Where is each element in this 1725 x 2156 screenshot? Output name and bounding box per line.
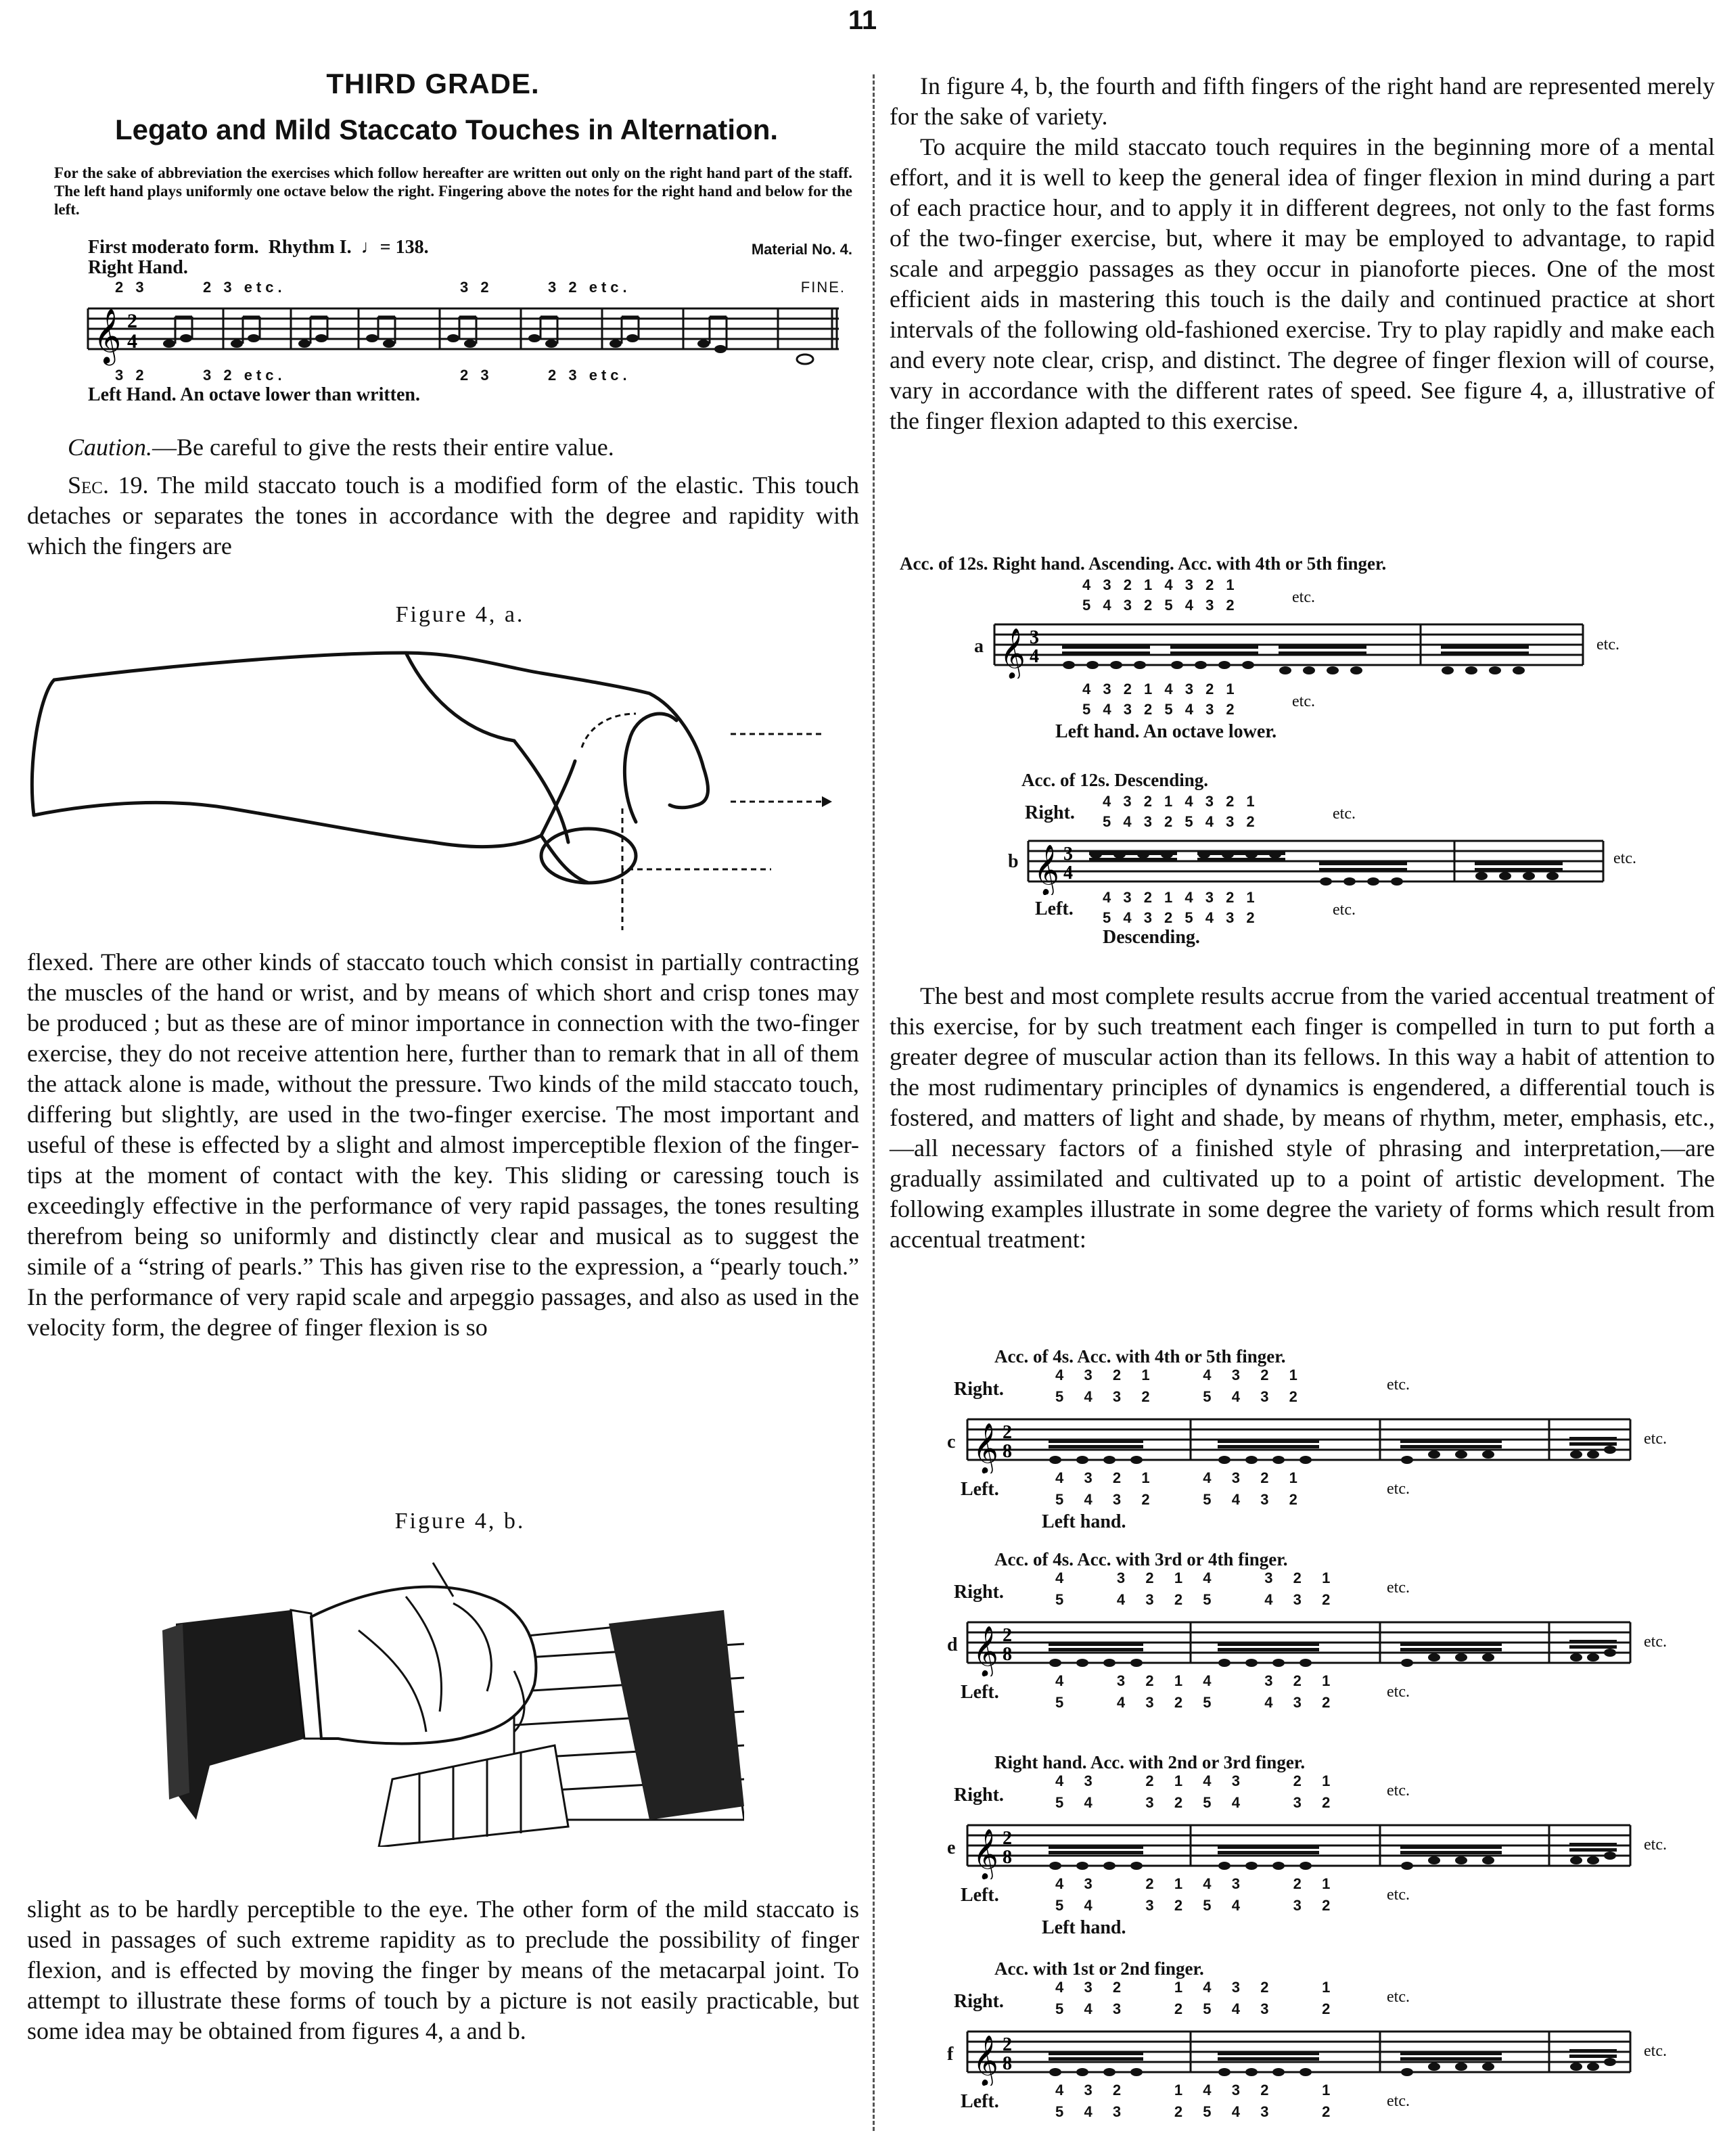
example-letter: d (947, 1634, 958, 1655)
time-sig-top: 2 (1003, 1625, 1012, 1646)
example-left-label: Left. (961, 1479, 999, 1500)
treble-clef-icon: 𝄞 (973, 1423, 998, 1473)
fingering-bottom-2: 3 2 etc. (203, 367, 286, 384)
fingering-top-4: 3 2 etc. (548, 279, 631, 296)
example-left-label: Left. (961, 1885, 999, 1906)
example-top1: 4 3 2 1 4 3 2 1 (1055, 1979, 1335, 1996)
example-etc-bottom: etc. (1387, 2092, 1410, 2110)
example-etc-bottom: etc. (1387, 1886, 1410, 1904)
example-b-top2: 5 4 3 2 5 4 3 2 (1103, 813, 1259, 830)
example-a-etc: etc. (1596, 636, 1619, 653)
example-bot2: 5 4 3 2 5 4 3 2 (1055, 1897, 1335, 1914)
fingering-bottom-1: 3 2 (115, 367, 148, 384)
caution-label: Caution. (68, 434, 153, 461)
example-etc-bottom: etc. (1387, 1683, 1410, 1701)
example-b-bot2: 5 4 3 2 5 4 3 2 (1103, 909, 1259, 926)
right-hand-label: Right Hand. (88, 257, 188, 278)
example-b-etc-bottom: etc. (1333, 901, 1356, 919)
example-a-staff (988, 618, 1596, 679)
example-right-label: Right. (954, 1582, 1004, 1603)
note-icon: ♩ (361, 237, 380, 258)
example-bot2: 5 4 3 2 5 4 3 2 (1055, 2103, 1335, 2120)
example-a-top2: 5 4 3 2 5 4 3 2 (1082, 597, 1239, 614)
treble-clef-icon: 𝄞 (1000, 628, 1026, 679)
time-sig-top: 2 (1003, 2034, 1012, 2055)
example-b-bot1: 4 3 2 1 4 3 2 1 (1103, 889, 1259, 906)
example-b-right: Right. (1025, 802, 1075, 823)
material-label: Material No. 4. (751, 241, 852, 258)
treble-clef-icon: 𝄞 (1034, 845, 1059, 895)
example-etc-top: etc. (1387, 1782, 1410, 1799)
time-sig-bottom: 4 (1030, 646, 1039, 667)
example-left-label: Left. (961, 2091, 999, 2112)
example-bot2: 5 4 3 2 5 4 3 2 (1055, 1491, 1302, 1508)
example-foot: Left hand. (1042, 1511, 1126, 1532)
paragraph-mental-effort: To acquire the mild staccato touch requires in the beginning more of a mental effort, and it is well to keep the general idea of finger flexion in mind during a part of each practice hour, and to apply it in different degrees, not only to the fast forms of the two-finger exercise, but, where it may be employed to advantage, to rapid scale and arpeggio passages as they occur in pianoforte pieces. One of the most efficient aids in mastering this touch is the daily and continued practice at short intervals of the following old-fashioned exercise. Try to play rapidly and make each and every note clear, crisp, and distinct. The degree of finger flexion will of course, vary in accordance with the different rates of speed. See figure 4, a, illustrative of the finger flexion adapted to this exercise. (890, 133, 1715, 434)
example-bot1: 4 3 2 1 4 3 2 1 (1055, 1875, 1335, 1892)
time-sig-top: 2 (1003, 1828, 1012, 1849)
paragraph-slight: slight as to be hardly perceptible to the eye. The other form of the mild staccato is used in passages of such extreme rapidity as to preclude the possibility of finger flexion, and is effected by moving the finger by means of the metacarpal joint. To attempt to illustrate these forms of touch by a picture is not easily practicable, but some idea may be obtained from figures 4, a and b. (27, 1896, 859, 2044)
time-sig-bottom: 4 (127, 330, 137, 352)
example-b-heading: Acc. of 12s. Descending. (1021, 770, 1208, 790)
example-a-heading: Acc. of 12s. Right hand. Ascending. Acc. with 4th or 5th finger. (900, 553, 1387, 574)
example-etc: etc. (1644, 1430, 1667, 1448)
example-a-bot2: 5 4 3 2 5 4 3 2 (1082, 701, 1239, 718)
example-block (900, 1549, 1711, 1745)
time-sig-top: 3 (1030, 627, 1039, 648)
example-a (900, 553, 1711, 756)
example-block (900, 1346, 1711, 1542)
example-staff (961, 1818, 1637, 1879)
figure-b-caption: Figure 4, b. (394, 1509, 526, 1534)
example-a-etc-top: etc. (1292, 589, 1315, 606)
paragraph-figure-note: In figure 4, b, the fourth and fifth fingers of the right hand are represented merely for the sake of variety. (890, 72, 1715, 130)
time-sig-bottom: 8 (1003, 1441, 1012, 1462)
time-sig-top: 3 (1063, 844, 1073, 865)
example-a-letter: a (974, 636, 984, 657)
treble-clef-icon: 𝄞 (973, 2036, 998, 2086)
example-letter: e (947, 1837, 956, 1858)
fingering-top-3: 3 2 (460, 279, 493, 296)
fine-label: FINE. (800, 279, 846, 296)
example-right-label: Right. (954, 1991, 1004, 2012)
example-a-etc-bottom: etc. (1292, 693, 1315, 710)
paragraph-best-results: The best and most complete results accrue from the varied accentual treatment of this exercise, for by such treatment each finger is compelled in turn to put forth a greater degree of muscular action than its fellows. In this way a habit of attention to the most rudimentary principles of dynamics is engendered, a differential touch is fostered, and matters of light and shade, by means of rhythm, meter, emphasis, etc.,—all necessary factors of a finished style of phrasing and interpretation,—are gradually assimilated and cultivated up to a point of artistic development. The following examples illustrate in some degree the variety of forms which result from accentual treatment: (890, 982, 1715, 1253)
example-b-staff (1021, 834, 1630, 895)
example-staff (961, 2025, 1637, 2086)
section-19 (27, 470, 859, 561)
figure-a-caption: Figure 4, a. (395, 602, 525, 627)
fingering-bottom-4: 2 3 etc. (548, 367, 631, 384)
treble-clef-icon: 𝄞 (973, 1829, 998, 1879)
time-sig-top: 2 (1003, 1422, 1012, 1443)
example-heading: Right hand. Acc. with 2nd or 3rd finger. (994, 1752, 1306, 1772)
example-heading: Acc. of 4s. Acc. with 4th or 5th finger. (994, 1346, 1286, 1367)
figure-4a-hand-illustration (27, 639, 866, 930)
example-right-label: Right. (954, 1785, 1004, 1806)
sleeve-cuff (162, 1610, 321, 1820)
example-foot: Left hand. (1042, 1917, 1126, 1938)
exercise-moderato (88, 237, 866, 413)
example-staff (961, 1413, 1637, 1473)
example-right-label: Right. (954, 1379, 1004, 1400)
caution-text: —Be careful to give the rests their entire value. (152, 434, 614, 461)
example-etc: etc. (1644, 1836, 1667, 1854)
form-label: First moderato form. (88, 237, 259, 258)
example-b-foot: Descending. (1103, 927, 1200, 948)
example-b-etc: etc. (1613, 850, 1636, 867)
time-sig-top: 2 (127, 310, 137, 332)
note-group (163, 317, 813, 364)
example-etc: etc. (1644, 2042, 1667, 2060)
example-bot2: 5 4 3 2 5 4 3 2 (1055, 1694, 1335, 1711)
section-subtitle: Legato and Mild Staccato Touches in Alternation. (114, 114, 779, 145)
example-staff (961, 1615, 1637, 1676)
example-bot1: 4 3 2 1 4 3 2 1 (1055, 1672, 1335, 1689)
page-number: 11 (848, 5, 877, 35)
rhythm-label: Rhythm I. (268, 237, 352, 258)
example-top1: 4 3 2 1 4 3 2 1 (1055, 1367, 1302, 1383)
left-hand-label: Left Hand. An octave lower than written. (88, 384, 420, 405)
example-top2: 5 4 3 2 5 4 3 2 (1055, 1794, 1335, 1811)
sec19-label: Sec. 19. (68, 472, 149, 499)
sec19-text: The mild staccato touch is a modified form of the elastic. This touch detaches or separates the tones in accordance with the degree and rapidity with which the fingers are (27, 472, 860, 559)
example-b-top1: 4 3 2 1 4 3 2 1 (1103, 793, 1259, 810)
figure-4b-keyboard-illustration (135, 1536, 744, 1847)
example-a-bot1: 4 3 2 1 4 3 2 1 (1082, 681, 1239, 697)
example-a-top1: 4 3 2 1 4 3 2 1 (1082, 576, 1239, 593)
example-etc-top: etc. (1387, 1988, 1410, 2006)
example-etc: etc. (1644, 1633, 1667, 1651)
caution-line (68, 433, 859, 461)
example-block (900, 1752, 1711, 1948)
intro-note: For the sake of abbreviation the exercises which follow hereafter are written out only on the right hand part of the staff. The left hand plays uniformly one octave below the right. Fingering above the notes for the right hand and below for the left. (54, 164, 852, 218)
example-block (900, 1958, 1711, 2155)
paragraph-flexed: flexed. There are other kinds of staccato touch which consist in partially contracting the muscles of the hand or wrist, and by means of which short and crisp tones may be produced ; but as these are of minor importance in connection with the two-finger exercise, they do not receive attention here, further than to remark that in all of them the attack alone is made, without the pressure. Two kinds of the mild staccato touch, differing but slightly, are used in the two-finger exercise. The most important and useful of these is effected by a slight and almost imperceptible flexion of the finger-tips at the moment of contact with the key. This sliding or caressing touch is exceedingly effective in the performance of very rapid passages, the tones resulting therefrom being so uniformly and distinctly clear and musical as to suggest the simile of a “string of pearls.” This has given rise to the expression, a “pearly touch.” In the performance of very rapid scale and arpeggio passages, and also as used in the velocity form, the degree of finger flexion is so (27, 948, 859, 1341)
example-heading: Acc. of 4s. Acc. with 3rd or 4th finger. (994, 1549, 1288, 1569)
example-top1: 4 3 2 1 4 3 2 1 (1055, 1569, 1335, 1586)
time-sig-bottom: 8 (1003, 1644, 1012, 1665)
tempo-label: = 138. (380, 237, 429, 258)
example-bot1: 4 3 2 1 4 3 2 1 (1055, 2082, 1335, 2098)
time-sig-bottom: 8 (1003, 1847, 1012, 1868)
treble-clef-icon: 𝄞 (93, 308, 122, 363)
example-etc-top: etc. (1387, 1579, 1410, 1597)
example-b-etc-top: etc. (1333, 805, 1356, 823)
example-top2: 5 4 3 2 5 4 3 2 (1055, 1591, 1335, 1608)
time-sig-bottom: 4 (1063, 863, 1073, 884)
time-sig-bottom: 8 (1003, 2053, 1012, 2074)
treble-clef-icon: 𝄞 (973, 1626, 998, 1676)
example-letter: f (947, 2044, 954, 2065)
example-top1: 4 3 2 1 4 3 2 1 (1055, 1772, 1335, 1789)
hand (311, 1563, 536, 1744)
staff-moderato (74, 296, 852, 371)
example-a-foot: Left hand. An octave lower. (1055, 721, 1277, 742)
example-etc-top: etc. (1387, 1376, 1410, 1394)
column-divider (873, 74, 875, 2131)
example-letter: c (947, 1431, 956, 1452)
example-b-letter: b (1008, 851, 1019, 872)
fingering-bottom-3: 2 3 (460, 367, 493, 384)
example-left-label: Left. (961, 1682, 999, 1703)
example-bot1: 4 3 2 1 4 3 2 1 (1055, 1469, 1302, 1486)
fingering-top-2: 2 3 etc. (203, 279, 286, 296)
example-top2: 5 4 3 2 5 4 3 2 (1055, 1388, 1302, 1405)
example-etc-bottom: etc. (1387, 1480, 1410, 1498)
example-b-left: Left. (1035, 898, 1074, 919)
example-heading: Acc. with 1st or 2nd finger. (994, 1958, 1204, 1979)
example-top2: 5 4 3 2 5 4 3 2 (1055, 2000, 1335, 2017)
fingering-top-1: 2 3 (115, 279, 148, 296)
example-b (900, 770, 1711, 959)
grade-title: THIRD GRADE. (326, 68, 540, 99)
